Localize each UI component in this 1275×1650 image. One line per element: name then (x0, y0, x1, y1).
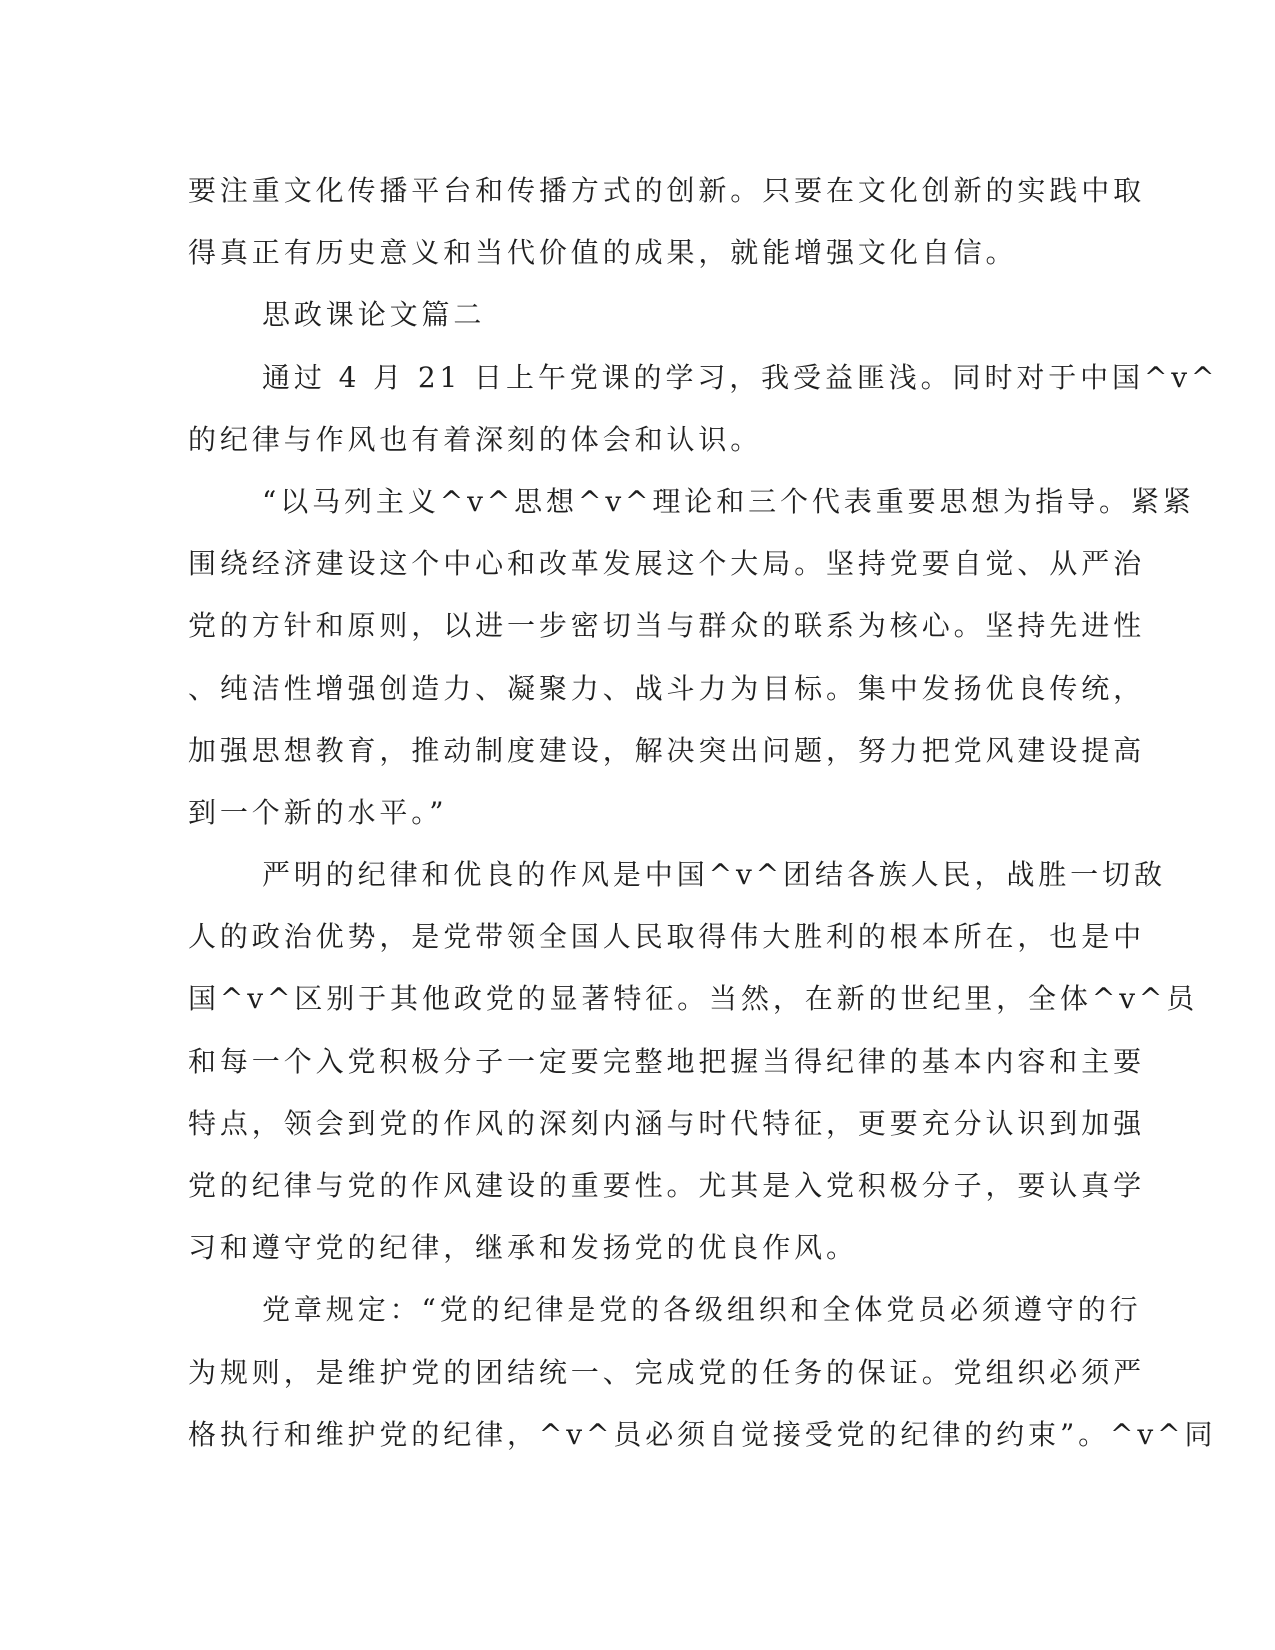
text-line: 的纪律与作风也有着深刻的体会和认识。 (188, 422, 763, 456)
text-line: “以马列主义^v^思想^v^理论和三个代表重要思想为指导。紧紧 (262, 484, 1195, 518)
section-heading: 思政课论文篇二 (262, 298, 486, 332)
text-line: 党章规定：“党的纪律是党的各级组织和全体党员必须遵守的行 (262, 1293, 1142, 1327)
document-body (188, 160, 1219, 1466)
text-line: 通过 4 月 21 日上午党课的学习，我受益匪浅。同时对于中国^v^ (262, 360, 1219, 394)
text-line: 人的政治优势，是党带领全国人民取得伟大胜利的根本所在，也是中 (188, 920, 1146, 954)
text-line: 到一个新的水平。” (188, 795, 448, 829)
text-line: 严明的纪律和优良的作风是中国^v^团结各族人民，战胜一切敌 (262, 858, 1166, 892)
text-line: 特点，领会到党的作风的深刻内涵与时代特征，更要充分认识到加强 (188, 1106, 1146, 1140)
text-line: 要注重文化传播平台和传播方式的创新。只要在文化创新的实践中取 (188, 174, 1146, 207)
text-line: 、纯洁性增强创造力、凝聚力、战斗力为目标。集中发扬优良传统， (188, 671, 1146, 705)
text-line: 得真正有历史意义和当代价值的成果，就能增强文化自信。 (188, 236, 1018, 270)
text-line: 和每一个入党积极分子一定要完整地把握当得纪律的基本内容和主要 (188, 1044, 1146, 1078)
text-line: 国^v^区别于其他政党的显著特征。当然，在新的世纪里，全体^v^员 (188, 982, 1199, 1016)
text-line: 加强思想教育，推动制度建设，解决突出问题，努力把党风建设提高 (188, 733, 1146, 767)
text-line: 围绕经济建设这个中心和改革发展这个大局。坚持党要自觉、从严治 (188, 547, 1146, 581)
text-line: 习和遵守党的纪律，继承和发扬党的优良作风。 (188, 1231, 858, 1265)
text-line: 党的纪律与党的作风建设的重要性。尤其是入党积极分子，要认真学 (188, 1169, 1146, 1202)
text-line: 为规则，是维护党的团结统一、完成党的任务的保证。党组织必须严 (188, 1355, 1146, 1389)
text-line: 格执行和维护党的纪律，^v^员必须自觉接受党的纪律的约束”。^v^同 (188, 1417, 1217, 1451)
text-line: 党的方针和原则，以进一步密切当与群众的联系为核心。坚持先进性 (188, 609, 1146, 643)
